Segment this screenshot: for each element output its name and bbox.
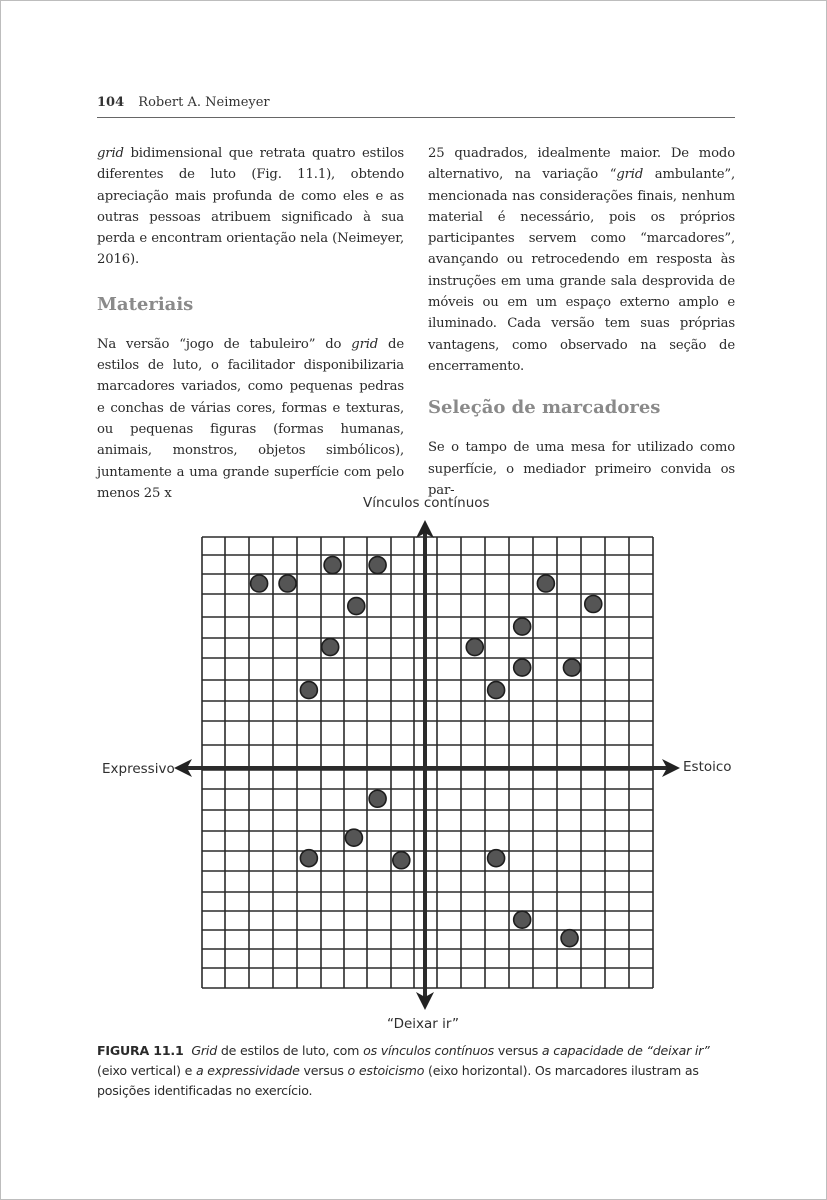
text-segment: Se o tampo de uma mesa for utilizado como superfície, o mediador primeiro convida os par- [428, 440, 735, 498]
right-column [428, 143, 735, 501]
grid-marker [300, 682, 317, 699]
text-segment: o estoicismo [347, 1063, 425, 1078]
running-head [97, 95, 735, 118]
right-paragraph-1 [428, 143, 735, 377]
text-segment: ambulante”, mencionada nas considerações finais, nenhum material é necessário, pois os próprios participantes servem como “marcadores”, avançando ou retrocedendo em resposta às instruções em uma grande sala desprovida de móveis ou em um espaço externo amplo e iluminado. Cada versão tem suas próprias vantagens, como observado na seção de encerramento. [428, 167, 735, 374]
grid-marker [514, 911, 531, 928]
text-segment: de estilos de luto, com [217, 1043, 364, 1058]
text-segment: versus [494, 1043, 542, 1058]
grid-marker [322, 639, 339, 656]
axis-label-top: Vínculos contínuos [363, 495, 490, 511]
text-segment: grid [351, 336, 379, 352]
grid-marker [348, 598, 365, 615]
left-paragraph-2 [97, 334, 404, 504]
caption-text [97, 1043, 710, 1098]
grid-marker [537, 575, 554, 592]
text-segment: grid [97, 146, 124, 161]
text-segment: (eixo horizontal). Os marcadores ilustram as posições identificadas no exercício. [97, 1063, 699, 1098]
text-segment: os vínculos contínuos [363, 1043, 495, 1058]
grid-marker [324, 557, 341, 574]
grid-marker [369, 557, 386, 574]
text-segment: versus [299, 1063, 348, 1078]
left-paragraph-1 [97, 143, 404, 271]
grid-marker [514, 659, 531, 676]
grid-marker [585, 596, 602, 613]
text-segment: a capacidade de “deixar ir” [541, 1043, 710, 1058]
text-segment: a expressividade [195, 1063, 300, 1078]
grid-marker [345, 829, 362, 846]
grid-marker [251, 575, 268, 592]
grid-marker [466, 639, 483, 656]
axis-label-bottom: “Deixar ir” [387, 1016, 459, 1032]
figure-caption [97, 1041, 737, 1101]
grid-marker [488, 850, 505, 867]
grid-marker [514, 618, 531, 635]
grid-marker [369, 790, 386, 807]
text-segment: (eixo vertical) e [97, 1063, 196, 1078]
grid-marker [300, 850, 317, 867]
grid-marker [393, 852, 410, 869]
text-segment: bidimensional que retrata quatro estilos diferentes de luto (Fig. 11.1), obtendo apreciação mais profunda de como eles e as outras pessoas atribuem significado à sua perda e encontram orientação nela (Neimeyer, 2016). [97, 146, 404, 268]
text-segment: 25 quadrados, idealmente maior. De modo alternativo, na variação “ [428, 146, 735, 183]
figure-number: FIGURA 11.1 [97, 1043, 184, 1058]
page-number: 104 [97, 95, 125, 110]
heading-selecao-de-marcadores: Seleção de marcadores [428, 397, 661, 419]
axis-label-right: Estoico [683, 759, 732, 775]
left-column [97, 143, 404, 504]
text-segment: de estilos de luto, o facilitador disponibilizaria marcadores variados, como pequenas pedras e conchas de várias cores, formas e texturas, ou pequenas figuras (formas humanas, animais, monstros, objetos simbólicos), juntamente a uma grande superfície com pelo menos 25 x [97, 336, 404, 501]
text-segment: Na versão “jogo de tabuleiro” do [97, 336, 352, 352]
running-head-author: Robert A. Neimeyer [138, 95, 270, 110]
grid-marker [563, 659, 580, 676]
text-segment: grid [616, 167, 644, 183]
grid-marker [488, 682, 505, 699]
grid-marker [279, 575, 296, 592]
heading-materiais: Materiais [97, 293, 194, 315]
grid-marker [561, 930, 578, 947]
text-segment: Grid [191, 1043, 218, 1058]
figure-grid-estilos-de-luto [0, 480, 827, 1040]
axis-label-left: Expressivo [102, 761, 175, 777]
